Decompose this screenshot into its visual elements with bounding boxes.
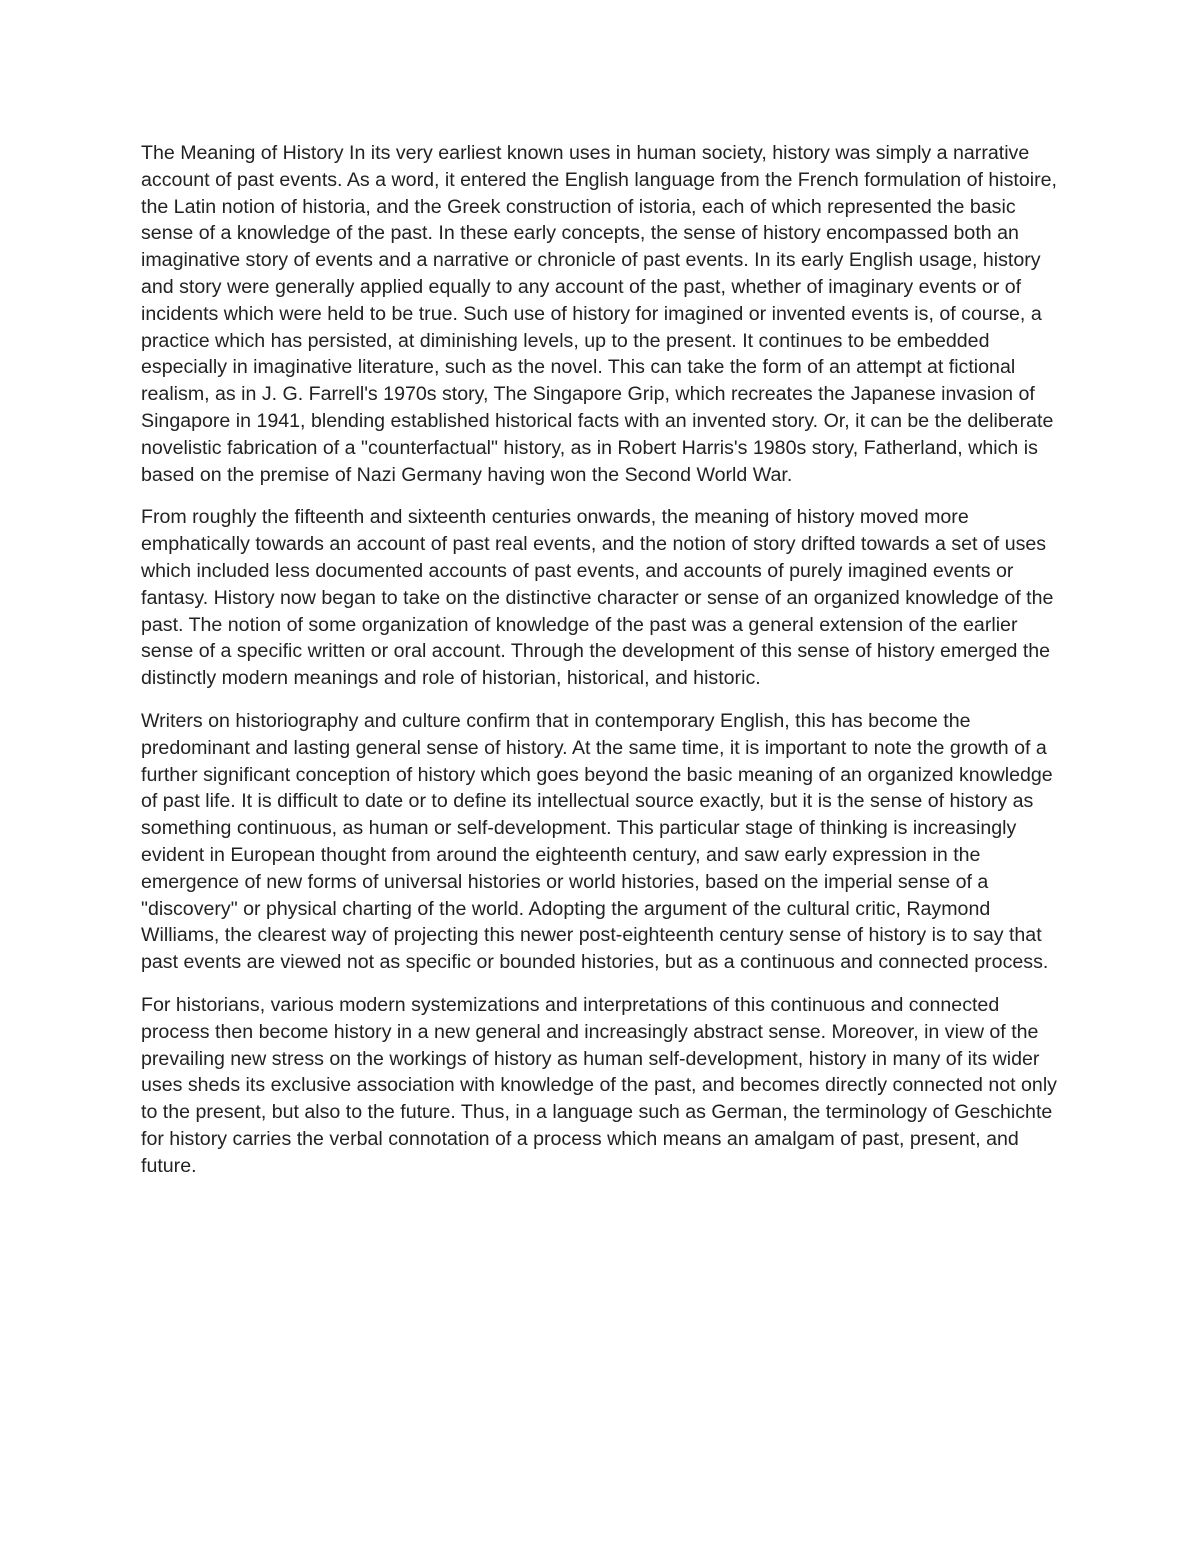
paragraph-2: From roughly the fifteenth and sixteenth centuries onwards, the meaning of history moved more emphatically towards an account of past real events, and the notion of story drifted towards a set of uses which included less documented accounts of past events, and accounts of purely imagined events or fantasy. History now began to take on the distinctive character or sense of an organized knowledge of the past. The notion of some organization of knowledge of the past was a general extension of the earlier sense of a specific written or oral account. Through the development of this sense of history emerged the distinctly modern meanings and role of historian, historical, and historic.	[141, 506, 1054, 690]
paragraph-3: Writers on historiography and culture confirm that in contemporary English, this has become the predominant and lasting general sense of history. At the same time, it is important to note the growth of a further significant conception of history which goes beyond the basic meaning of an organized knowledge of past life. It is difficult to date or to define its intellectual source exactly, but it is the sense of history as something continuous, as human or self-development. This particular stage of thinking is increasingly evident in European thought from around the eighteenth century, and saw early expression in the emergence of new forms of universal histories or world histories, based on the imperial sense of a "discovery" or physical charting of the world. Adopting the argument of the cultural critic, Raymond Williams, the clearest way of projecting this newer post-eighteenth century sense of history is to say that past events are viewed not as specific or bounded histories, but as a continuous and connected process.	[141, 709, 1053, 974]
paragraph-1: The Meaning of History In its very earliest known uses in human society, history was simply a narrative account of past events. As a word, it entered the English language from the French formulation of histoire, the Latin notion of historia, and the Greek construction of istoria, each of which represented the basic sense of a knowledge of the past. In these early concepts, the sense of history encompassed both an imaginative story of events and a narrative or chronicle of past events. In its early English usage, history and story were generally applied equally to any account of the past, whether of imaginary events or of incidents which were held to be true. Such use of history for imagined or invented events is, of course, a practice which has persisted, at diminishing levels, up to the present. It continues to be embedded especially in imaginative literature, such as the novel. This can take the form of an attempt at fictional realism, as in J. G. Farrell's 1970s story, The Singapore Grip, which recreates the Japanese invasion of Singapore in 1941, blending established historical facts with an invented story. Or, it can be the deliberate novelistic fabrication of a "counterfactual" history, as in Robert Harris's 1980s story, Fatherland, which is based on the premise of Nazi Germany having won the Second World War.	[141, 142, 1057, 486]
document-body	[141, 140, 1066, 1195]
paragraph-4: For historians, various modern systemizations and interpretations of this continuous and connected process then become history in a new general and increasingly abstract sense. Moreover, in view of the prevailing new stress on the workings of history as human self-development, history in many of its wider uses sheds its exclusive association with knowledge of the past, and becomes directly connected not only to the present, but also to the future. Thus, in a language such as German, the terminology of Geschichte for history carries the verbal connotation of a process which means an amalgam of past, present, and future.	[141, 993, 1057, 1177]
